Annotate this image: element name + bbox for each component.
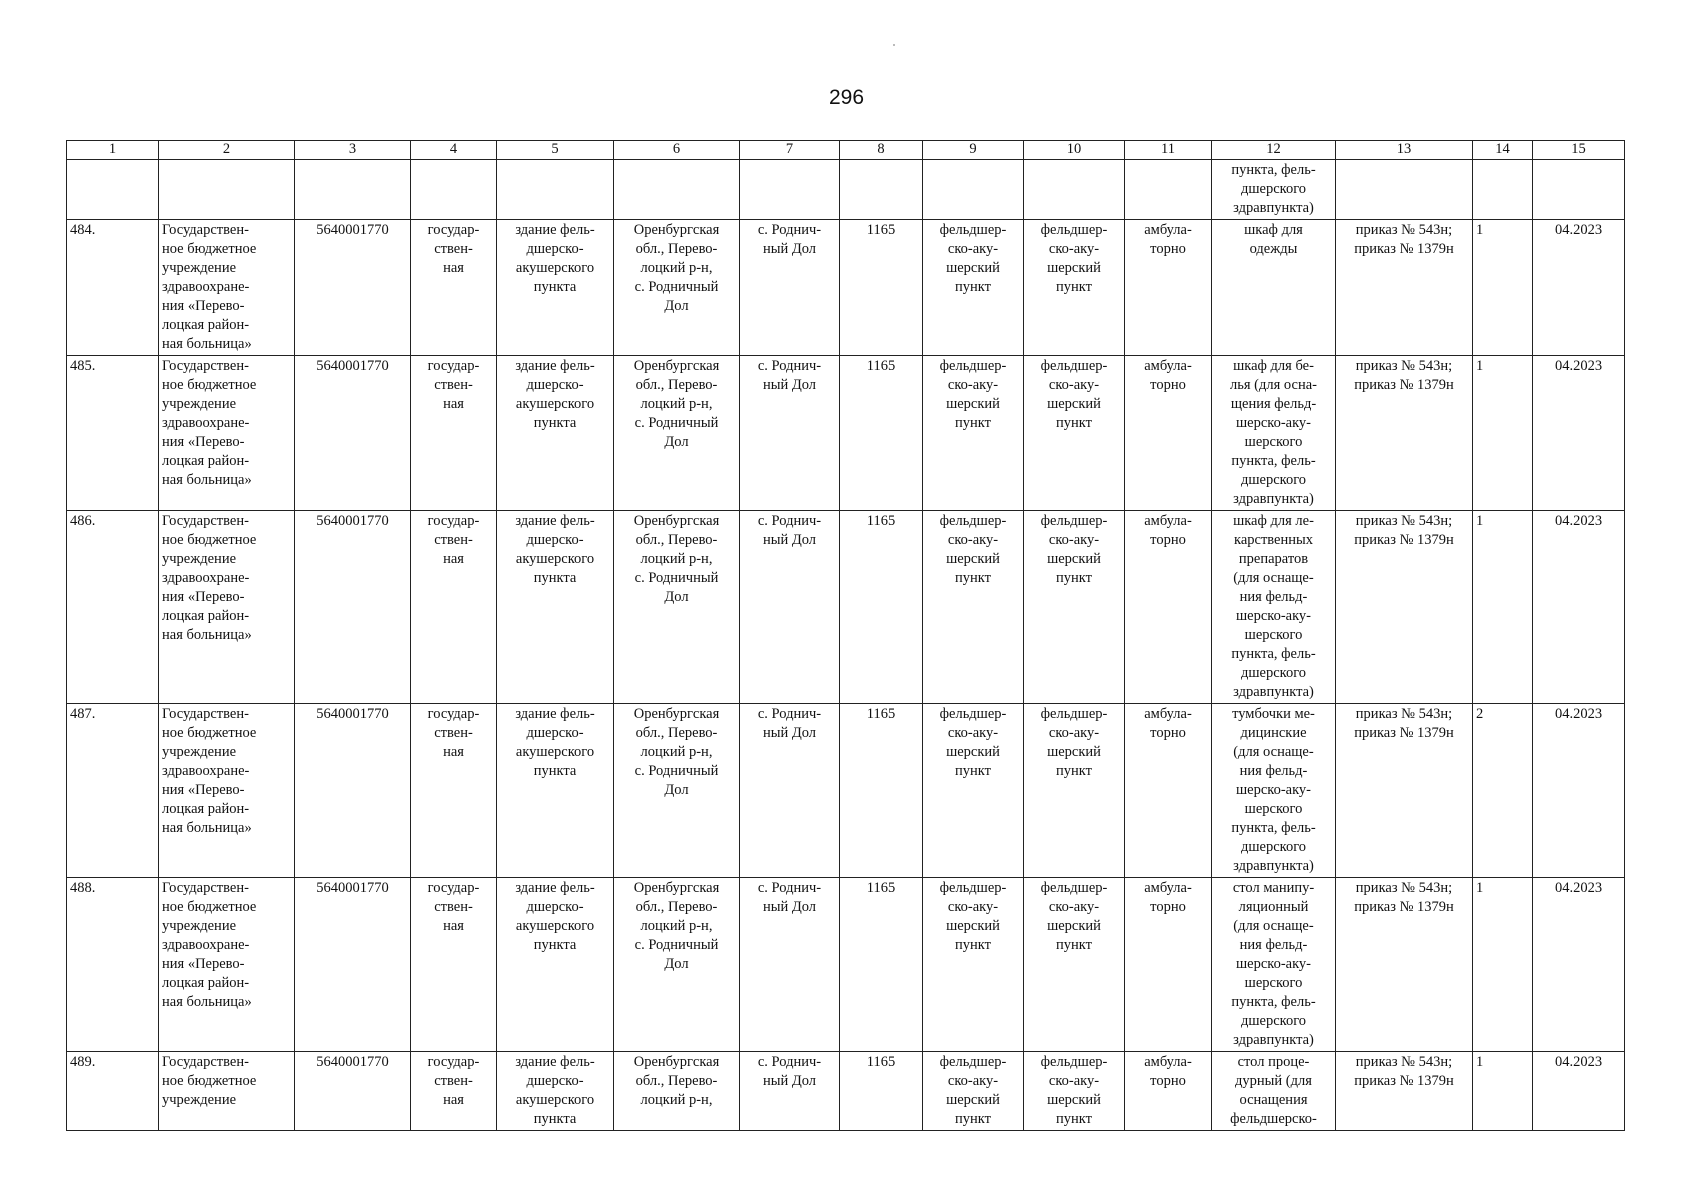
table-cell [923, 160, 1024, 220]
population: 1165 [840, 704, 923, 878]
page-number: 296 [828, 86, 865, 109]
column-header: 4 [411, 141, 497, 160]
table-cell [295, 160, 411, 220]
care-condition: амбула- торно [1125, 704, 1212, 878]
settlement: с. Роднич- ный Дол [740, 704, 840, 878]
population: 1165 [840, 878, 923, 1052]
column-header: 6 [614, 141, 740, 160]
order-reference: приказ № 543н; приказ № 1379н [1336, 1052, 1473, 1131]
quantity: 1 [1473, 356, 1533, 511]
column-header: 13 [1336, 141, 1473, 160]
row-number: 484. [67, 220, 159, 356]
care-condition: амбула- торно [1125, 511, 1212, 704]
ownership: государ- ствен- ная [411, 704, 497, 878]
table-row [67, 704, 1625, 878]
table-cell [1533, 160, 1625, 220]
date: 04.2023 [1533, 356, 1625, 511]
table-cell [411, 160, 497, 220]
date: 04.2023 [1533, 220, 1625, 356]
row-number: 485. [67, 356, 159, 511]
table-cell [1473, 160, 1533, 220]
continuation-row [67, 160, 1625, 220]
scan-speck [893, 44, 895, 46]
quantity: 1 [1473, 511, 1533, 704]
table-cell [497, 160, 614, 220]
date: 04.2023 [1533, 878, 1625, 1052]
population: 1165 [840, 220, 923, 356]
address: Оренбургская обл., Перево- лоцкий р-н, с. Родничный Дол [614, 511, 740, 704]
unit-type: фельдшер- ско-аку- шерский пункт [923, 220, 1024, 356]
registry-table [66, 140, 1625, 1131]
unit-type: фельдшер- ско-аку- шерский пункт [923, 511, 1024, 704]
address: Оренбургская обл., Перево- лоцкий р-н, с. Родничный Дол [614, 878, 740, 1052]
unit-type: фельдшер- ско-аку- шерский пункт [923, 704, 1024, 878]
unit-type: фельдшер- ско-аку- шерский пункт [923, 878, 1024, 1052]
column-header: 2 [159, 141, 295, 160]
settlement: с. Роднич- ный Дол [740, 511, 840, 704]
equipment: шкаф для одежды [1212, 220, 1336, 356]
inn: 5640001770 [295, 1052, 411, 1131]
care-condition: амбула- торно [1125, 878, 1212, 1052]
building: здание фель- дшерско- акушерского пункта [497, 356, 614, 511]
table-cell [840, 160, 923, 220]
unit-profile: фельдшер- ско-аку- шерский пункт [1024, 220, 1125, 356]
settlement: с. Роднич- ный Дол [740, 878, 840, 1052]
settlement: с. Роднич- ный Дол [740, 356, 840, 511]
column-header: 7 [740, 141, 840, 160]
quantity: 1 [1473, 220, 1533, 356]
order-reference: приказ № 543н; приказ № 1379н [1336, 220, 1473, 356]
inn: 5640001770 [295, 511, 411, 704]
ownership: государ- ствен- ная [411, 511, 497, 704]
unit-type: фельдшер- ско-аку- шерский пункт [923, 356, 1024, 511]
ownership: государ- ствен- ная [411, 878, 497, 1052]
unit-profile: фельдшер- ско-аку- шерский пункт [1024, 356, 1125, 511]
population: 1165 [840, 511, 923, 704]
care-condition: амбула- торно [1125, 220, 1212, 356]
unit-profile: фельдшер- ско-аку- шерский пункт [1024, 878, 1125, 1052]
inn: 5640001770 [295, 704, 411, 878]
row-number: 487. [67, 704, 159, 878]
quantity: 1 [1473, 1052, 1533, 1131]
unit-profile: фельдшер- ско-аку- шерский пункт [1024, 704, 1125, 878]
table-cell [159, 160, 295, 220]
ownership: государ- ствен- ная [411, 220, 497, 356]
care-condition: амбула- торно [1125, 1052, 1212, 1131]
table-cell [1024, 160, 1125, 220]
organization-name: Государствен- ное бюджетное учреждение здравоохране- ния «Перево- лоцкая район- ная больница» [159, 356, 295, 511]
equipment: шкаф для бе- лья (для осна- щения фельд- шерско-аку- шерского пункта, фель- дшерского здравпункта) [1212, 356, 1336, 511]
table-row [67, 220, 1625, 356]
column-header: 1 [67, 141, 159, 160]
address: Оренбургская обл., Перево- лоцкий р-н, [614, 1052, 740, 1131]
table-cell [1125, 160, 1212, 220]
date: 04.2023 [1533, 704, 1625, 878]
table-row [67, 878, 1625, 1052]
row-number: 489. [67, 1052, 159, 1131]
unit-profile: фельдшер- ско-аку- шерский пункт [1024, 511, 1125, 704]
building: здание фель- дшерско- акушерского пункта [497, 878, 614, 1052]
order-reference: приказ № 543н; приказ № 1379н [1336, 511, 1473, 704]
table-row [67, 1052, 1625, 1131]
inn: 5640001770 [295, 878, 411, 1052]
ownership: государ- ствен- ная [411, 1052, 497, 1131]
organization-name: Государствен- ное бюджетное учреждение здравоохране- ния «Перево- лоцкая район- ная больница» [159, 878, 295, 1052]
column-header: 8 [840, 141, 923, 160]
date: 04.2023 [1533, 511, 1625, 704]
address: Оренбургская обл., Перево- лоцкий р-н, с. Родничный Дол [614, 356, 740, 511]
address: Оренбургская обл., Перево- лоцкий р-н, с. Родничный Дол [614, 220, 740, 356]
building: здание фель- дшерско- акушерского пункта [497, 704, 614, 878]
row-number: 486. [67, 511, 159, 704]
organization-name: Государствен- ное бюджетное учреждение здравоохране- ния «Перево- лоцкая район- ная больница» [159, 704, 295, 878]
quantity: 1 [1473, 878, 1533, 1052]
table-row [67, 511, 1625, 704]
care-condition: амбула- торно [1125, 356, 1212, 511]
organization-name: Государствен- ное бюджетное учреждение здравоохране- ния «Перево- лоцкая район- ная больница» [159, 220, 295, 356]
table-row [67, 356, 1625, 511]
table-cell [1336, 160, 1473, 220]
table-cell [614, 160, 740, 220]
order-reference: приказ № 543н; приказ № 1379н [1336, 356, 1473, 511]
column-header: 14 [1473, 141, 1533, 160]
order-reference: приказ № 543н; приказ № 1379н [1336, 704, 1473, 878]
order-reference: приказ № 543н; приказ № 1379н [1336, 878, 1473, 1052]
column-header: 15 [1533, 141, 1625, 160]
organization-name: Государствен- ное бюджетное учреждение [159, 1052, 295, 1131]
inn: 5640001770 [295, 220, 411, 356]
building: здание фель- дшерско- акушерского пункта [497, 1052, 614, 1131]
row-number: 488. [67, 878, 159, 1052]
building: здание фель- дшерско- акушерского пункта [497, 511, 614, 704]
table-cell [67, 160, 159, 220]
unit-type: фельдшер- ско-аку- шерский пункт [923, 1052, 1024, 1131]
settlement: с. Роднич- ный Дол [740, 1052, 840, 1131]
quantity: 2 [1473, 704, 1533, 878]
column-header: 12 [1212, 141, 1336, 160]
column-header: 5 [497, 141, 614, 160]
settlement: с. Роднич- ный Дол [740, 220, 840, 356]
column-header: 9 [923, 141, 1024, 160]
equipment: тумбочки ме- дицинские (для оснаще- ния фельд- шерско-аку- шерского пункта, фель- дшерского здравпункта) [1212, 704, 1336, 878]
column-header: 11 [1125, 141, 1212, 160]
building: здание фель- дшерско- акушерского пункта [497, 220, 614, 356]
population: 1165 [840, 1052, 923, 1131]
population: 1165 [840, 356, 923, 511]
equipment: стол манипу- ляционный (для оснаще- ния фельд- шерско-аку- шерского пункта, фель- дшерского здравпункта) [1212, 878, 1336, 1052]
column-number-row [67, 141, 1625, 160]
table-cell [740, 160, 840, 220]
column-header: 10 [1024, 141, 1125, 160]
equipment: шкаф для ле- карственных препаратов (для оснаще- ния фельд- шерско-аку- шерского пункта, фель- дшерского здравпункта) [1212, 511, 1336, 704]
address: Оренбургская обл., Перево- лоцкий р-н, с. Родничный Дол [614, 704, 740, 878]
inn: 5640001770 [295, 356, 411, 511]
ownership: государ- ствен- ная [411, 356, 497, 511]
equipment: стол проце- дурный (для оснащения фельдшерско- [1212, 1052, 1336, 1131]
column-header: 3 [295, 141, 411, 160]
organization-name: Государствен- ное бюджетное учреждение здравоохране- ния «Перево- лоцкая район- ная больница» [159, 511, 295, 704]
unit-profile: фельдшер- ско-аку- шерский пункт [1024, 1052, 1125, 1131]
table-cell: пункта, фель- дшерского здравпункта) [1212, 160, 1336, 220]
date: 04.2023 [1533, 1052, 1625, 1131]
